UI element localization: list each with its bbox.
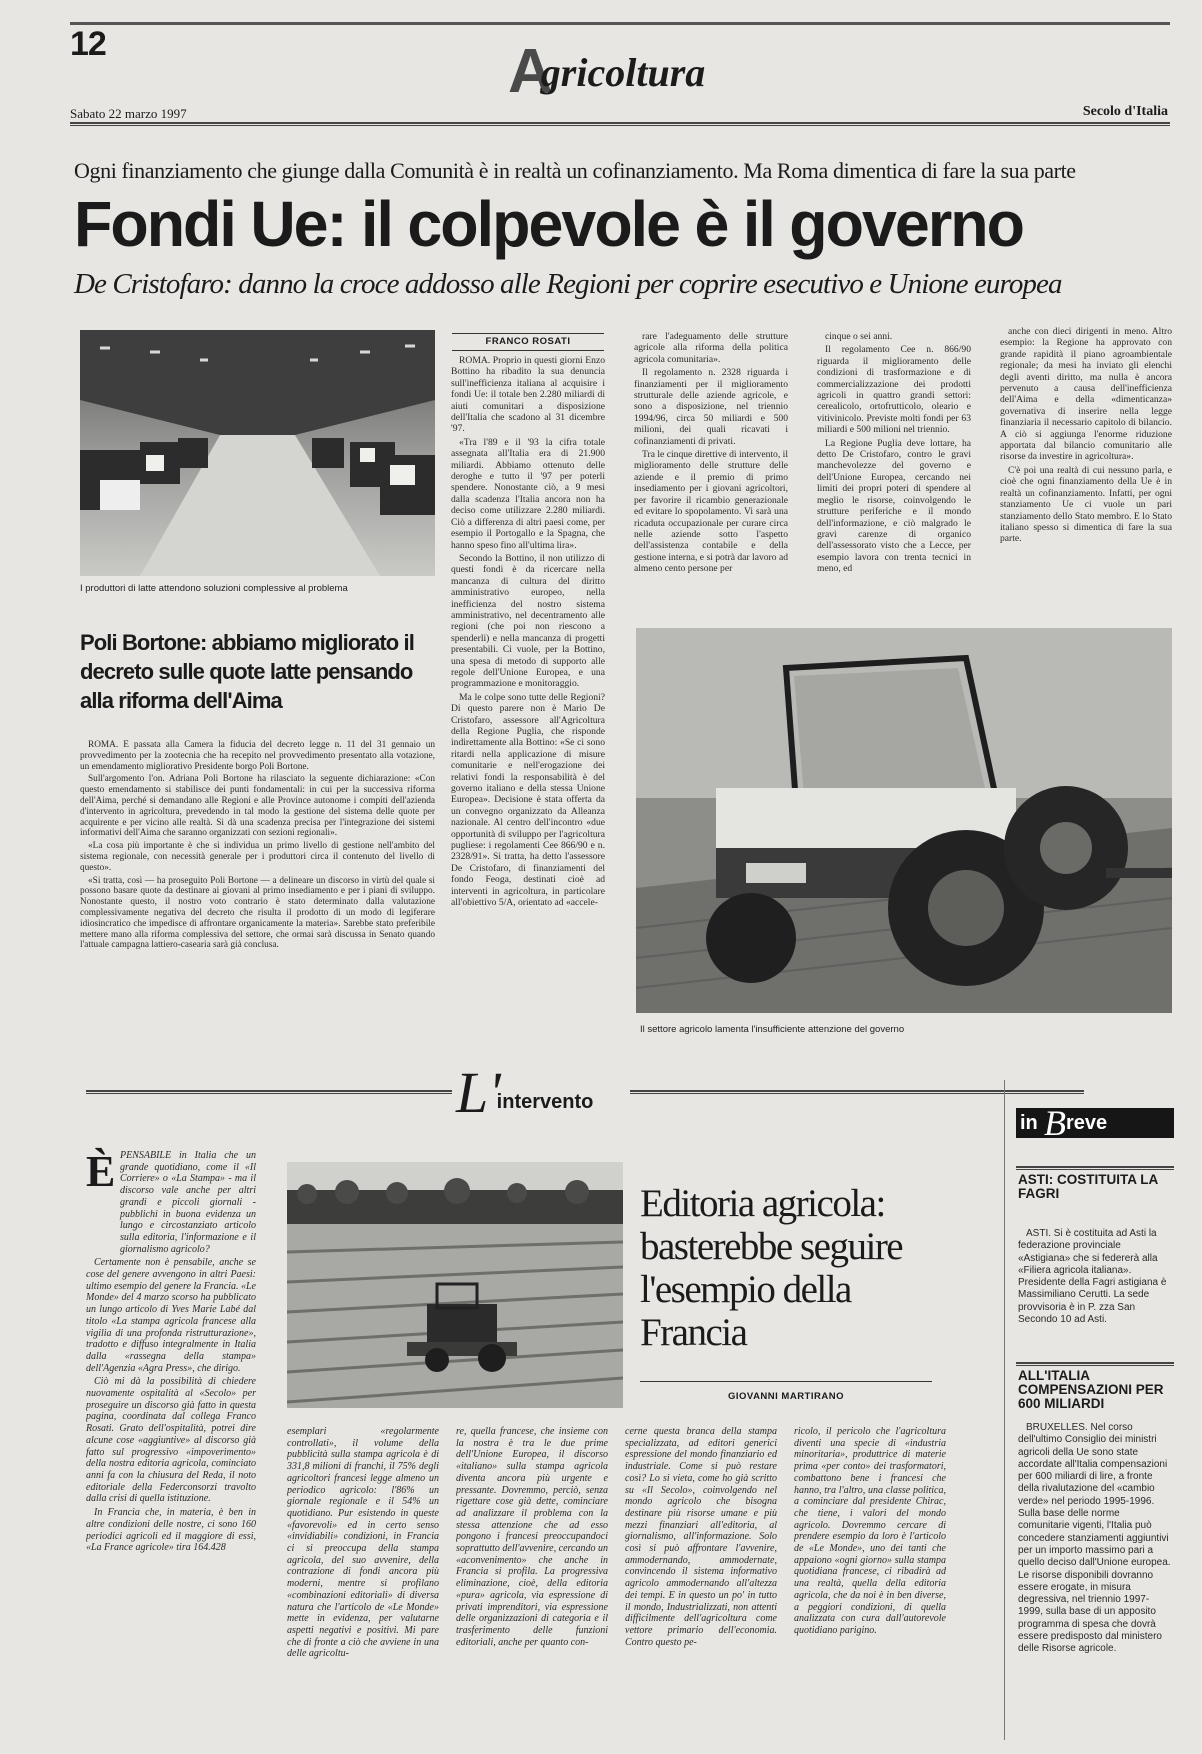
intervento-column-3 [625, 1426, 777, 1736]
intervento-column-4 [794, 1426, 946, 1736]
lead-column-4 [1000, 326, 1172, 621]
top-rule [70, 22, 1170, 25]
section-title [508, 37, 717, 106]
tractor-image [636, 628, 1172, 1013]
paragraph: «Si tratta, così — ha proseguito Poli Bortone — a delineare un discorso in virtù del quale si possono basare quote da destinare ai giovani al primo insediamento e per i piani di sviluppo. Nonostante questo, il nostro voto contrario è stato determinato dalla valutazione complessivamente negativa del decreto che risulta il prodotto di un modo di legiferare idiosincratico che impedisce di affrontare organicamente la materia». Sarebbe stato preferibile mettere mano alla riforma complessiva del settore, che ormai sarà discussa in Senato quando l'attuale campagna lattiero-casearia sarà già conclusa. [80, 875, 435, 951]
headline: Fondi Ue: il colpevole è il governo [74, 188, 1024, 260]
intervento-byline: GIOVANNI MARTIRANO [728, 1391, 844, 1402]
paragraph: Secondo la Bottino, il non utilizzo di questi fondi è da ricercare nella mancanza di cultura del diritto amministrativo europeo, nella inefficienza del nostro sistema amministrativo, nel decentramento alle regioni (che poi non riescono a spenderli) e nella mancanza di progetti presentabili. Ci vuole, per la Bottino, una spesa di metodo di supporto alle regole dell'Unione Europea, e una programmazione e monitoraggio. [451, 552, 605, 690]
paragraph: anche con dieci dirigenti in meno. Altro esempio: la Regione ha approvato con grande rapidità il piano agroambientale regionale; da mesi ha inviato gli elenchi degli aventi diritto, ma nulla è ancora pervenuto a causa dell'inefficienza dell'Aima e della «dimenticanza» governativa di inserire nella legge finanziaria il necessario capitolo di bilancio. A ciò si aggiunga l'enorme riduzione apportata dal bilancio comunitario alle risorse da investire in agricoltura». [1000, 326, 1172, 463]
page-number: 12 [70, 25, 106, 63]
byline: FRANCO ROSATI [485, 336, 571, 347]
paragraph: Certamente non è pensabile, anche se cose del genere avvengono in altri Paesi: ultimo esempio del genere la Francia. «Le Monde» del 4 marzo scorso ha pubblicato un lungo articolo di Yves Marie Labé dal titolo «La stampa agricola francese alla vigilia di una profonda ristrutturazione», tradotto e diffuso integralmente in Italia dalla «rassegna della stampa» dell'Agenzia «Agra Press», che dirigo. [86, 1257, 256, 1374]
tractor-caption: Il settore agricolo lamenta l'insufficiente attenzione del governo [640, 1024, 905, 1035]
brief-label [1016, 1103, 1174, 1143]
intervento-label [456, 1060, 597, 1125]
paragraph: Ma le colpe sono tutte delle Regioni? Di questo parere non è Mario De Cristofaro, assessore all'Agricoltura della Regione Puglia, che risponde indirettamente alla Bottino: «Se ci sono ritardi nella applicazione di misure comunitarie e nell'erogazione dei relativi fondi la responsabilità è del governo italiano e della stessa Unione Europea». Decisione è stata offerta da un convegno organizzato da Alleanza nazionale. Al centro dell'incontro «due opportunità di sviluppo per l'agricoltura pugliese: i regolamenti Cee 866/90 e n. 2328/91». Si tratta, ha detto l'assessore De Cristofaro, di finanziamenti del fondo Feoga, destinati cioè ad interventi in agricoltura, in particolare all'obiettivo 5/A, orientato ad «accele- [451, 691, 605, 909]
paragraph: esemplari «regolarmente controllati», il volume della pubblicità sulla stampa agricola è di 331,8 milioni di franchi, il 75% degli agricoltori francesi legge almeno un periodico agricolo: l'86% un giornale regionale e il 54% un quotidiano. Pur esistendo in queste «favorevoli» ed in certo senso «invidiabili» condizioni, in Francia ci si preoccupa della stampa agricola, del suo avvenire, della contrazione di fondi ancora più moderni, mentre si profilano «combinazioni editoriali» di diversa natura che l'articolo de «Le Monde» mette in evidenza, per valutarne aspetti negativi e positivi. Mi pare che di fronte a ciò che avviene in una delle agricoltu- [287, 1426, 439, 1660]
paragraph: rare l'adeguamento delle strutture agricole alla riforma della politica agricola comunitaria». [634, 331, 788, 365]
intervento-rule-right [630, 1090, 1084, 1094]
cowshed-image [80, 330, 435, 576]
issue-date: Sabato 22 marzo 1997 [70, 106, 187, 121]
overline: Ogni finanziamento che giunge dalla Comunità è in realtà un cofinanziamento. Ma Roma dimentica di fare la sua parte [74, 158, 1076, 183]
brief-item-title: ASTI: COSTITUITA LA FAGRI [1018, 1172, 1158, 1201]
brief-divider [1004, 1080, 1005, 1740]
byline-rule [452, 333, 604, 334]
section-initial: A [508, 37, 553, 106]
tractor-photo [636, 628, 1172, 1013]
paragraph: cerne questa branca della stampa specializzata, ad editori generici espressione del mondo finanziario ed industriale. Come si può restare così? Lo si vieta, come ho già scritto su «Il Secolo», coinvolgendo nel mondo agricolo che bisogna destinare più risorse umane e più mezzi finanziari all'editoria, al giornalismo, all'informazione. Solo così si può affrontare l'avvenire, ammodernando, ammodernate, convincendo il sistema informativo agricolo ammodernando all'altezza dei tempi. E in questo un po' in tutto il mondo, Industrializzati, non attenti difficilmente dell'agricoltura come vettore primario dell'economia. Contro questo pe- [625, 1426, 777, 1648]
cowshed-photo [80, 330, 435, 576]
header-rule [70, 122, 1170, 126]
section-name: gricoltura [540, 50, 706, 95]
paragraph: ROMA. Proprio in questi giorni Enzo Bottino ha ribadito la sua denuncia sull'inefficienza italiana al acquisire i fondi Ue: il totale ben 2.280 miliardi di aiuti comunitari a disposizione dell'Italia che scadono al 31 dicembre '97. [451, 355, 605, 435]
paragraph: Sull'argomento l'on. Adriana Poli Bortone ha rilasciato la seguente dichiarazione: «Con questo emendamento si stabilisce dei punti fondamentali: in cui per la successiva riforma dell'Aima, perché si demandano alle Regioni e alle Province autonome i compiti dell'azienda d'intervento in agricoltura, prevedendo in tal modo la gestione del sistema delle quote per acquirente e per vicino alle realtà. Si dà una scadenza precisa per l'integrazione dei sistemi informativi dell'Aima che saranno organizzati con sezioni regionali». [80, 774, 435, 839]
brief-item-title: ALL'ITALIA COMPENSAZIONI PER 600 MILIARDI [1018, 1368, 1164, 1411]
paragraph: cinque o sei anni. [825, 331, 893, 342]
intervento-rule-left [86, 1090, 452, 1094]
paragraph: re, quella francese, che insieme con la nostra è tra le due prime dell'Unione Europea, il discorso «italiano» sulla stampa agricola diventa ancora più urgente e pressante. Dovremmo, perciò, senza rigettare cose già dette, cominciare ad analizzare il problema con la stessa attenzione che ad esso pongono i francesi preoccupandoci soprattutto dell'avvenire, cercando un «aconvenimento» che anche in Francia si profila. La progressiva eliminazione, cioè, della editoria «pura» agricola, via espressione di privati imprenditori, via espressione delle organizzazioni di categoria e il trasferimento delle funzioni editoriali, anche per quanto con- [456, 1426, 608, 1648]
paragraph: Tra le cinque direttive di intervento, il miglioramento delle strutture delle aziende e il premio di primo insediamento per i giovani agricoltori, per favorire il ricambio generazionale ed evitare lo spopolamento. Vi sarà una ricaduta occupazionale per curare circa nelle aziende sotto l'aspetto dell'assistenza contabile e della gestione interna, e si potrà dar lavoro ad almeno cento persone per [634, 449, 788, 575]
paragraph: ROMA. È passata alla Camera la fiducia del decreto legge n. 11 del 31 gennaio un provvedimento per la zootecnia che ha recepito nel provvedimento presentato alla votazione, un emendamento migliorativo Presidente borgo Poli Bortone. [80, 740, 435, 772]
intervento-title: Editoria agricola: basterebbe seguire l'esempio della Francia [640, 1182, 903, 1354]
cowshed-caption: I produttori di latte attendono soluzioni complessive al problema [80, 583, 348, 594]
lead-column-3 [817, 331, 971, 621]
byline-rule-bottom [452, 350, 604, 351]
paragraph: In Francia che, in materia, è ben in altre condizioni delle nostre, ci sono 160 periodici agricoli ed il maggiore di essi, «La France agricole» tira 164.428 [86, 1507, 256, 1554]
paragraph: PENSABILE in Italia che un grande quotidiano, come il «Il Corriere» o «La Stampa» - ma il discorso vale anche per altri grandi e piccoli giornali - pubblichi in buona evidenza un lungo e circostanziato articolo sulla editoria, l'informazione e il giornalismo agricolo? [120, 1150, 256, 1255]
intervento-initial: L' [456, 1060, 501, 1125]
paragraph: ASTI. Si è costituita ad Asti la federazione provinciale «Astigiana» che si federerà alla «Filiera agricola italiana». Presidente della Fagri astigiana è Massimiliano Cerutti. La sede provvisoria è in P. zza San Secondo 10 ad Asti. [1018, 1228, 1167, 1326]
paragraph: C'è poi una realtà di cui nessuno parla, e cioè che ogni finanziamento della Ue è in realtà un cofinanziamento. Infatti, per ogni stanziamento Ue ci vuole un pari stanziamento dello Stato membro. E lo Stato italiano spesso si dimentica di fare la sua parte. [1000, 464, 1172, 545]
brief-item-body [1018, 1422, 1174, 1738]
subheadline: De Cristofaro: danno la croce addosso alle Regioni per coprire esecutivo e Unione europea [74, 268, 1062, 300]
brief-item-rule [1016, 1166, 1174, 1170]
masthead: Secolo d'Italia [1082, 104, 1168, 119]
drop-cap: È [86, 1147, 116, 1196]
paragraph: BRUXELLES. Nel corso dell'ultimo Consiglio dei ministri agricoli della Ue sono state accordate all'Italia compensazioni per 600 miliardi di lire, a fronte della rivalutazione del «cambio verde» nel periodo 1995-1996. Sulla base delle norme comunitarie vigenti, l'Italia può concedere stanziamenti aggiuntivi per un importo massimo pari a quello deciso dall'Unione europea. Le risorse disponibili dovranno essere erogate, in misura degressiva, nel triennio 1997-1999, sulla base di un apposito programma di spesa che dovrà essere predisposto dal ministero delle Risorse agricole. [1018, 1422, 1171, 1655]
field-image [287, 1162, 623, 1408]
intervento-intro-column [86, 1147, 256, 1730]
paragraph: Il regolamento Cee n. 866/90 riguarda il miglioramento delle condizioni di trasformazione e di commercializzazione dei prodotti agricoli in quattro grandi settori: cerealicolo, ortofrutticolo, oleario e vitivinicolo. Previste molti fondi per 63 miliardi e 500 milioni nel triennio. [817, 344, 971, 436]
brief-label-initial: B [1044, 1103, 1066, 1143]
intervento-byline-rule [640, 1381, 932, 1382]
second-article-body [80, 740, 435, 1040]
paragraph: Il regolamento n. 2328 riguarda i finanziamenti per il miglioramento strutturale delle aziende agricole, e sono a disposizione, nel triennio 1994/96, circa 50 miliardi e 500 milioni, dei quali ricavati i cofinanziamenti di privati. [634, 367, 788, 447]
paragraph: ricolo, il pericolo che l'agricoltura diventi una specie di «industria minoritaria», produttrice di materie prima «per conto» dei trasformatori, combattono bene i francesi che hanno, tra l'altro, una classe politica, a cominciare dal presidente Chirac, che tiene, i valori del mondo agricolo. Dovremmo cercare di prendere esempio da loro è l'articolo de «Le Monde», uno dei tanti che appaiono «ogni giorno» sulla stampa quotidiana francese, ci ribadirà ad una realtà, quella della editoria agricola, che da noi è in ben diverse, a peggiori condizioni, di quella analizzata con cura dall'autorevole quotidiano parigino. [794, 1426, 946, 1636]
brief-label-rest: reve [1066, 1112, 1108, 1134]
brief-item-rule [1016, 1362, 1174, 1366]
field-photo [287, 1162, 623, 1408]
paragraph: «Tra l'89 e il '93 la cifra totale assegnata all'Italia era di 21.900 miliardi. Abbiamo ottenuto delle deroghe e tutto il '97 per poterli spendere. Nonostante ciò, a 9 mesi dalla scadenza l'Italia ancora non ha deciso come utilizzare 2.280 miliardi. Ciò a differenza di altri paesi come, per esempio il Portogallo e la Spagna, che hanno speso fino all'ultima lira». [451, 436, 605, 551]
second-headline: Poli Bortone: abbiamo migliorato il decreto sulle quote latte pensando alla riforma dell'Aima [80, 630, 414, 713]
paragraph: La Regione Puglia deve lottare, ha detto De Cristofaro, contro le gravi manchevolezze del governo e dell'Unione Europea, cercando nei limiti dei propri poteri di spendere al meglio le risorse, coinvolgendo le strutture periferiche e il mondo dell'informazione, e ciò malgrado le gravi carenze di organico dell'assessorato visto che a Lecce, per esempio lavora con trenta tecnici in meno, ed [817, 437, 971, 575]
paragraph: Ciò mi dà la possibilità di chiedere nuovamente ospitalità al «Secolo» per proseguire un discorso già fatto in questa pagina, coordinata dal collega Franco Rosati. Grato dell'ospitalità, potrei dire alcune cose «aggiuntive» al discorso già fatto sul progressivo «impoverimento» della nostra editoria agricola, cominciato anni fa con la chiusura del Reda, il noto editoriale della Federconsorzi travolto dalla crisi di quella istituzione. [86, 1376, 256, 1505]
lead-column-1 [451, 355, 605, 1037]
intervento-column-2 [456, 1426, 608, 1736]
intervento-column-1 [287, 1426, 439, 1736]
brief-label-in: in [1020, 1112, 1038, 1134]
paragraph: «La cosa più importante è che si individua un primo livello di gestione nell'ambito del sistema regionale, con necessità generale per i produttori circa il contenuto del livello di questo». [80, 841, 435, 873]
lead-column-2 [634, 331, 788, 621]
intervento-word: intervento [496, 1091, 594, 1113]
